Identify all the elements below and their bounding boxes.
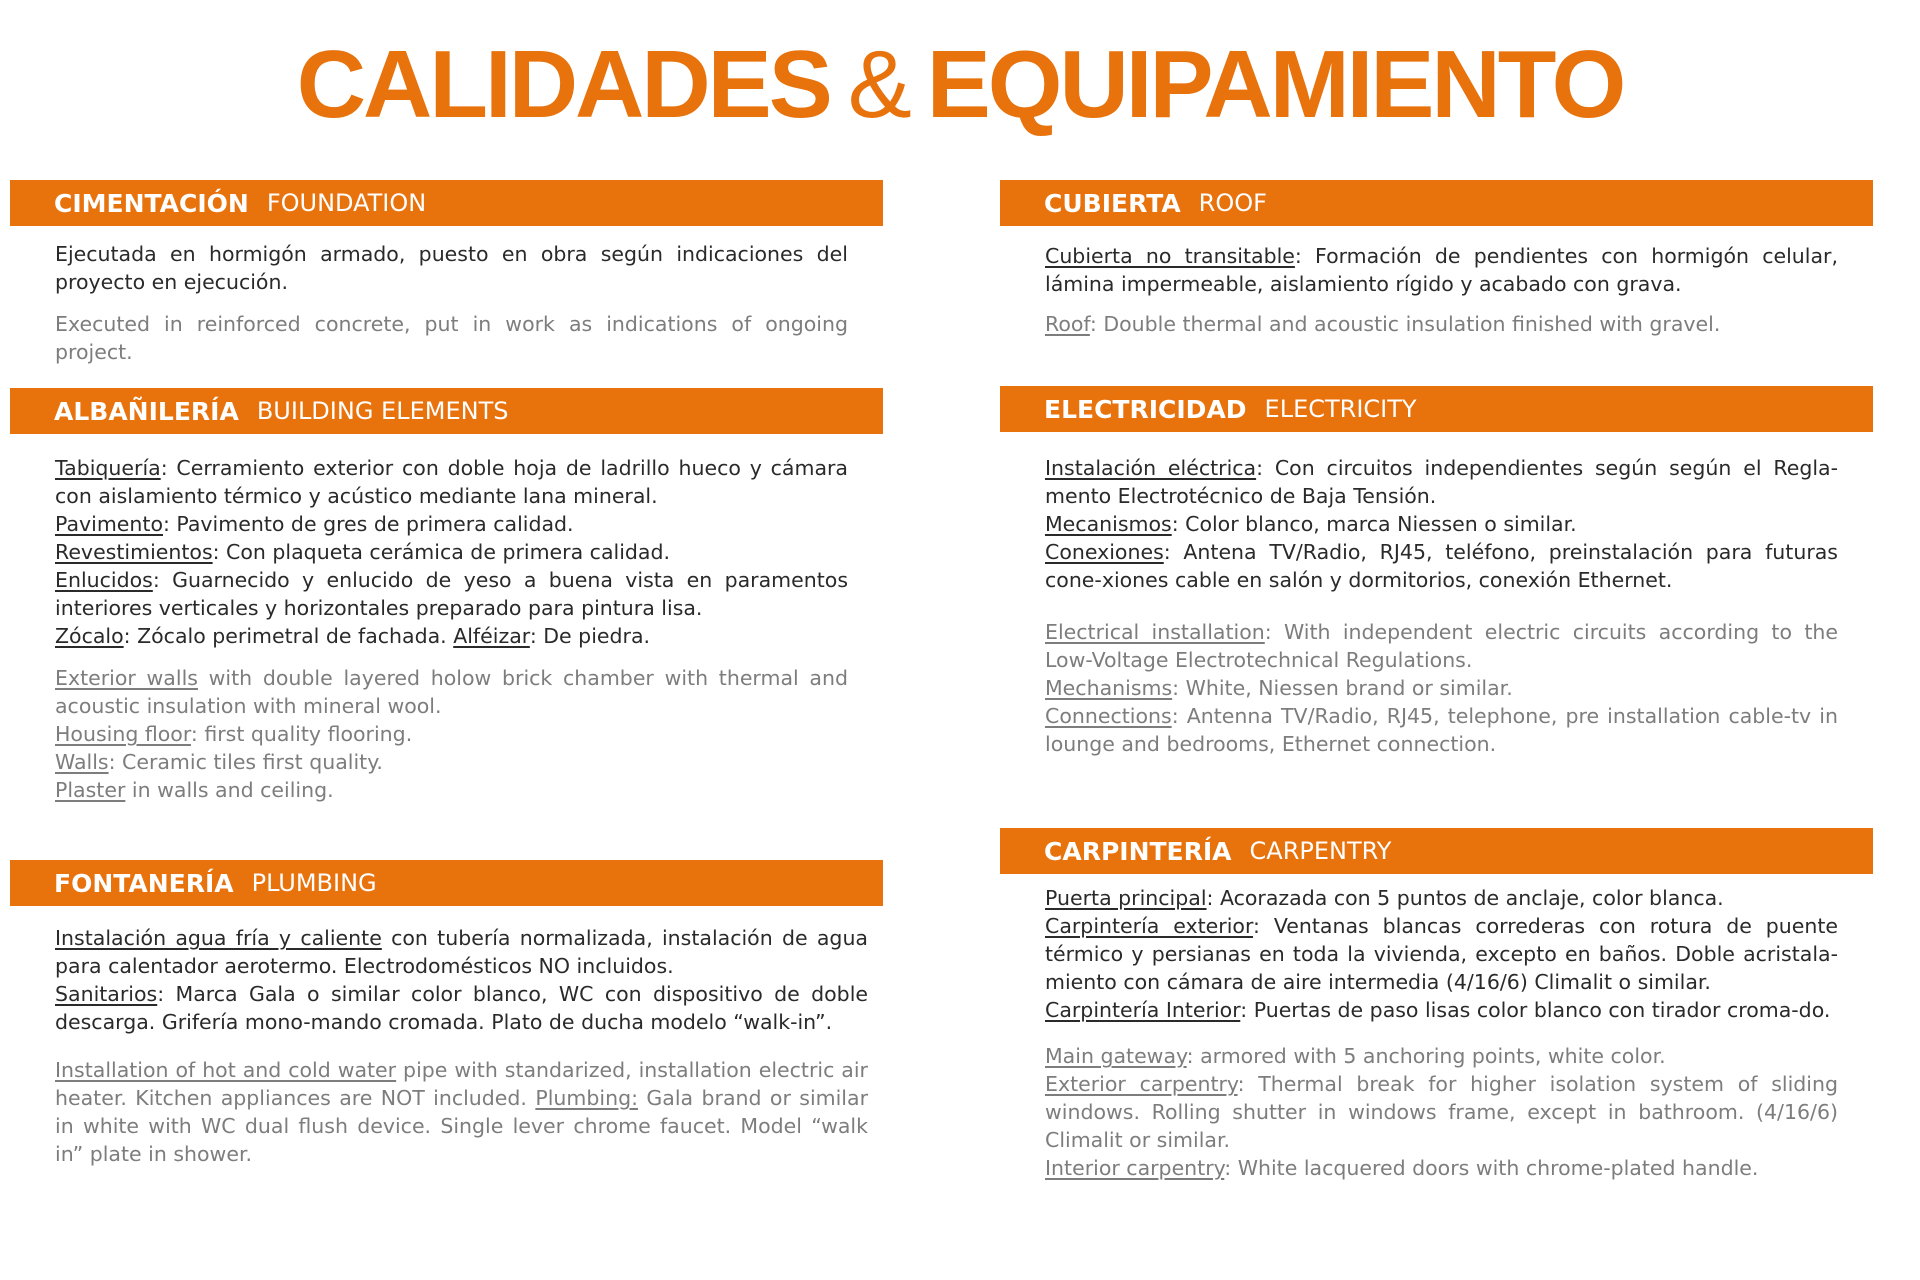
section-title-en: FOUNDATION [266, 189, 427, 217]
item-term: Walls [55, 750, 109, 774]
item-term: Enlucidos [55, 568, 153, 592]
paragraph-es [55, 454, 848, 650]
paragraph-en [1045, 1042, 1838, 1182]
section-header-carpentry [1000, 828, 1873, 874]
list-item [1045, 884, 1838, 912]
item-term: Connections [1045, 704, 1172, 728]
list-item [1045, 454, 1838, 510]
item-text: : Cerramiento exterior con doble hoja de ladrillo hueco y cámara con aislamiento térmico y acústico mediante lana mineral. [55, 456, 848, 508]
paragraph-es: Ejecutada en hormigón armado, puesto en obra según indicaciones del proyecto en ejecución. [55, 242, 848, 294]
item-text: : Pavimento de gres de primera calidad. [163, 512, 574, 536]
section-title-en: PLUMBING [251, 869, 377, 897]
title-part1: CALIDADES [296, 31, 830, 138]
item-term: Electrical installation [1045, 620, 1265, 644]
item-term: Mechanisms [1045, 676, 1173, 700]
item-text: in walls and ceiling. [125, 778, 334, 802]
item-term: Alféizar [453, 624, 530, 648]
section-title-es: ALBAÑILERÍA [54, 396, 239, 426]
item-text: : Thermal break for higher isolation system of sliding windows. Rolling shutter in windows frame, except in bathroom. (4/16/6) Climalit or similar. [1045, 1072, 1838, 1152]
section-title-es: CIMENTACIÓN [54, 188, 249, 218]
paragraph-en [1045, 310, 1838, 338]
paragraph-en: Executed in reinforced concrete, put in work as indications of ongoing project. [55, 312, 848, 364]
item-text: : first quality flooring. [190, 722, 413, 746]
item-text: Gala brand or similar in white with WC dual flush device. Single lever chrome faucet. Model “walk in” plate in shower. [55, 1086, 868, 1166]
item-term: Zócalo [55, 624, 124, 648]
paragraph-es [55, 924, 868, 1036]
item-term: Sanitarios [55, 982, 158, 1006]
paragraph-es [1045, 884, 1838, 1024]
list-item [1045, 1154, 1838, 1182]
section-header-roof [1000, 180, 1873, 226]
title-ampersand: & [847, 31, 909, 138]
item-term: Revestimientos [55, 540, 213, 564]
item-text: : With independent electric circuits according to the Low-Voltage Electrotechnical Regulations. [1045, 620, 1838, 672]
list-item [1045, 912, 1838, 996]
item-term: Main gateway [1045, 1044, 1187, 1068]
section-title-es: FONTANERÍA [54, 868, 234, 898]
list-item [55, 510, 848, 538]
item-term: Carpintería exterior [1045, 914, 1254, 938]
list-item [1045, 1042, 1838, 1070]
paragraph-en [1045, 618, 1838, 758]
item-term: Exterior carpentry [1045, 1072, 1238, 1096]
section-header-foundation [10, 180, 883, 226]
list-item [1045, 996, 1838, 1024]
item-term: Exterior walls [55, 666, 198, 690]
section-header-plumbing [10, 860, 883, 906]
item-text: with double layered holow brick chamber with thermal and acoustic insulation with mineral wool. [55, 666, 849, 718]
paragraph-es [1045, 242, 1838, 298]
list-item [55, 538, 848, 566]
item-term: Plumbing: [535, 1086, 638, 1110]
title-part2: EQUIPAMIENTO [926, 31, 1624, 138]
item-term: Carpintería Interior [1045, 998, 1241, 1022]
list-item [55, 748, 848, 776]
item-term: Instalación eléctrica [1045, 456, 1257, 480]
item-term: Roof [1045, 312, 1090, 336]
item-text: : Acorazada con 5 puntos de anclaje, color blanca. [1206, 886, 1724, 910]
item-text: : Puertas de paso lisas color blanco con tirador croma-do. [1240, 998, 1831, 1022]
section-plumbing [10, 860, 883, 1168]
section-title-en: CARPENTRY [1249, 837, 1392, 865]
section-title-en: ELECTRICITY [1264, 395, 1417, 423]
paragraph-en [55, 1056, 868, 1168]
section-title-en: BUILDING ELEMENTS [256, 397, 509, 425]
list-item [1045, 1070, 1838, 1154]
item-text: : White, Niessen brand or similar. [1172, 676, 1513, 700]
item-term: Interior carpentry [1045, 1156, 1225, 1180]
list-item [55, 454, 848, 510]
item-text: con tubería normalizada, instalación de agua para calentador aerotermo. Electrodomésticos NO incluidos. [55, 926, 868, 978]
section-carpentry [1000, 828, 1873, 1182]
list-item [1045, 618, 1838, 674]
item-term: Housing floor [55, 722, 191, 746]
section-electricity [1000, 386, 1873, 758]
list-item [55, 980, 868, 1036]
item-text: : armored with 5 anchoring points, white color. [1186, 1044, 1666, 1068]
list-item [55, 664, 848, 720]
item-text: : Antena TV/Radio, RJ45, teléfono, preinstalación para futuras cone-xiones cable en salón y dormitorios, conexión Ethernet. [1045, 540, 1838, 592]
section-header-building-elements [10, 388, 883, 434]
item-text: : Antenna TV/Radio, RJ45, telephone, pre installation cable-tv in lounge and bedrooms, Ethernet connection. [1045, 704, 1838, 756]
list-item [55, 924, 868, 980]
item-text: : White lacquered doors with chrome-plated handle. [1224, 1156, 1759, 1180]
list-item [1045, 510, 1838, 538]
item-text: : Formación de pendientes con hormigón celular, lámina impermeable, aislamiento rígido y acabado con grava. [1045, 244, 1838, 296]
item-text: : Con circuitos independientes según según el Regla-mento Electrotécnico de Baja Tensión. [1045, 456, 1838, 508]
section-body [10, 924, 868, 1168]
item-term: Tabiquería [55, 456, 161, 480]
section-header-electricity [1000, 386, 1873, 432]
item-text: : Ceramic tiles first quality. [108, 750, 383, 774]
item-term: Pavimento [55, 512, 163, 536]
item-text: : Double thermal and acoustic insulation finished with gravel. [1089, 312, 1721, 336]
list-item [55, 776, 848, 804]
item-text: : Con plaqueta cerámica de primera calidad. [212, 540, 671, 564]
item-text: : De piedra. [529, 624, 651, 648]
item-text: : Marca Gala o similar color blanco, WC con dispositivo de doble descarga. Grifería mono-mando cromada. Plato de ducha modelo “walk-in”. [55, 982, 868, 1034]
section-body [1000, 884, 1838, 1182]
item-text: : Zócalo perimetral de fachada. [123, 624, 454, 648]
section-title-es: CARPINTERÍA [1044, 836, 1232, 866]
item-text: : Guarnecido y enlucido de yeso a buena vista en paramentos interiores verticales y horizontales preparado para pintura lisa. [55, 568, 848, 620]
section-title-es: CUBIERTA [1044, 188, 1181, 218]
item-term: Plaster [55, 778, 126, 802]
list-item [55, 566, 848, 622]
paragraph-en [55, 664, 848, 804]
section-building-elements [10, 388, 883, 804]
section-body [10, 240, 848, 366]
item-text: pipe with standarized, installation electric air heater. Kitchen appliances are NOT included. [55, 1058, 868, 1110]
list-item [1045, 674, 1838, 702]
paragraph-es [1045, 454, 1838, 594]
item-term: Puerta principal [1045, 886, 1207, 910]
item-term: Conexiones [1045, 540, 1164, 564]
section-body [1000, 242, 1838, 338]
section-body [1000, 454, 1838, 758]
section-roof [1000, 180, 1873, 338]
item-term: Cubierta no transitable [1045, 244, 1295, 268]
item-term: Installation of hot and cold water [55, 1058, 397, 1082]
list-item [55, 720, 848, 748]
item-text: : Color blanco, marca Niessen o similar. [1171, 512, 1577, 536]
section-foundation [10, 180, 883, 366]
section-title-en: ROOF [1198, 189, 1267, 217]
item-term: Instalación agua fría y caliente [55, 926, 382, 950]
item-text: : Ventanas blancas correderas con rotura de puente térmico y persianas en toda la vivienda, excepto en baños. Doble acristala-miento con cámara de aire intermedia (4/16/6) Climalit o similar. [1045, 914, 1838, 994]
section-body [10, 454, 848, 804]
section-title-es: ELECTRICIDAD [1044, 394, 1247, 424]
list-item [1045, 702, 1838, 758]
item-term: Mecanismos [1045, 512, 1172, 536]
list-item [55, 622, 848, 650]
list-item [1045, 538, 1838, 594]
page-title [0, 30, 1920, 140]
